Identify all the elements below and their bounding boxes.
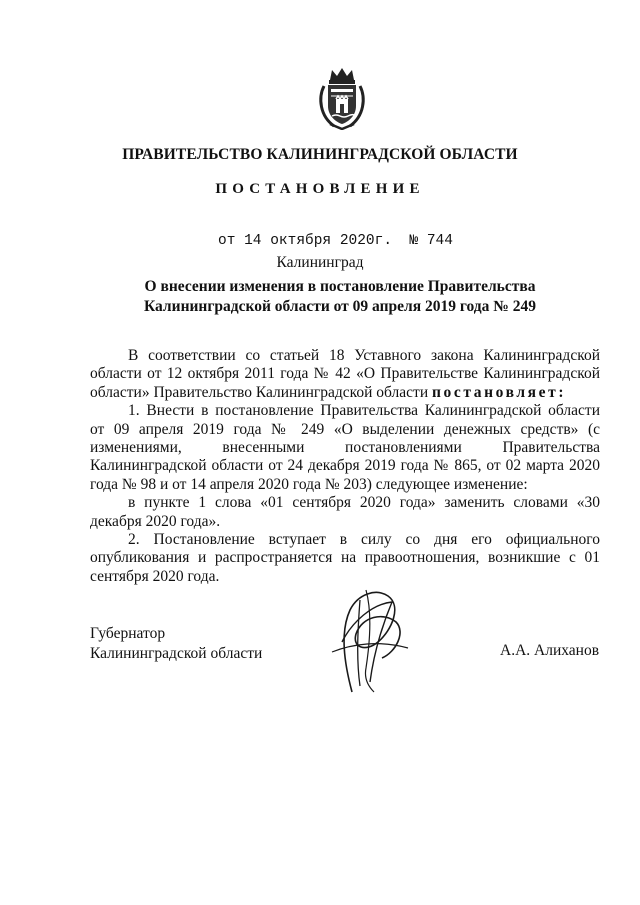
date-prefix: от [218,233,236,249]
year-suffix: г. [374,233,393,249]
subject-line-1: О внесении изменения в постановление Правительства [144,278,536,295]
handwritten-signature [322,582,414,698]
clause-1-paragraph: 1. Внести в постановление Правительства Калининградской области от 09 апреля 2019 года № 249 «О выделении денежных средств» (с изменениями, внесенными постановлениями Правительства Калининградской области от 24 декабря 2019 года № 865, от 02 марта 2020 года № 98 и от 14 апреля 2020 года № 203) следующее изменение: [90,402,600,493]
number-sign: № [409,233,419,249]
kaliningrad-coat-of-arms-icon [316,66,368,130]
city: Калининград [276,254,364,271]
signer-title-line-2: Калининградской области [90,645,263,662]
document-subject [90,277,590,317]
subject-line-2: Калининградской области от 09 апреля 2019 года № 249 [144,298,536,315]
clause-2-paragraph: 2. Постановление вступает в силу со дня его официального опубликования и распространяется на правоотношения, возникшие с 01 сентября 2020 года. [90,531,600,585]
document-body [90,347,600,586]
resolves-word: постановляет: [432,383,567,401]
government-title: ПРАВИТЕЛЬСТВО КАЛИНИНГРАДСКОЙ ОБЛАСТИ [122,146,518,163]
preamble-paragraph [90,347,600,402]
document-type-title: ПОСТАНОВЛЕНИЕ [215,181,425,197]
document-date: 14 октября 2020 [244,233,375,249]
signer-title-line-1: Губернатор [90,625,166,642]
signer-title [90,624,262,664]
signer-name: А.А. Алиханов [500,642,600,659]
amendment-paragraph: в пункте 1 слова «01 сентября 2020 года» заменить словами «30 декабря 2020 года». [90,494,600,530]
document-number: 744 [426,233,453,249]
date-number-line [218,233,453,249]
preamble-text: В соответствии со статьей 18 Уставного закона Калининградской области от 12 октября 2011 года № 42 «О Правительстве Калининградской области» Правительство Калининградской области [90,347,600,401]
